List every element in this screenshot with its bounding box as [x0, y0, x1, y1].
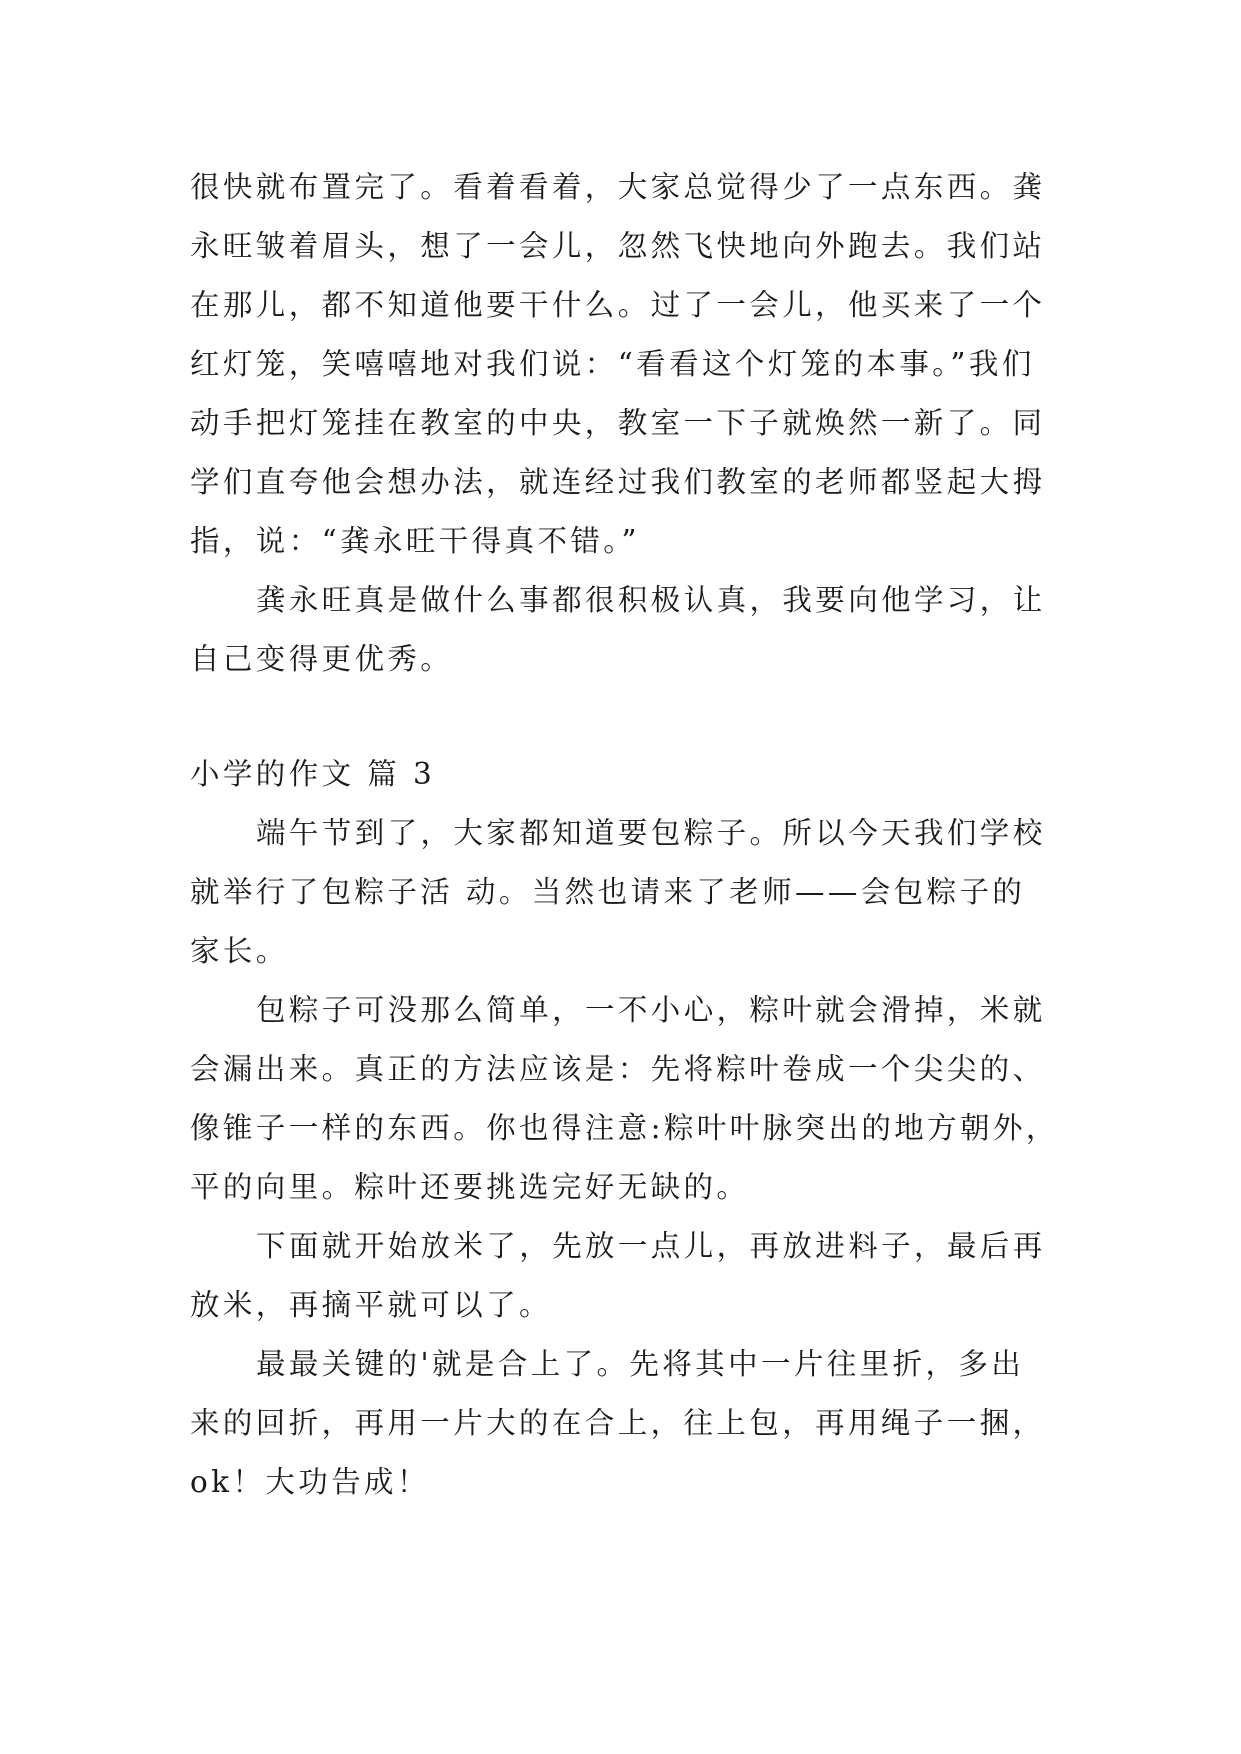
paragraph-line: 来的回折，再用一片大的在合上，往上包，再用绳子一捆，	[190, 1406, 1046, 1440]
paragraph-line: 下面就开始放米了，先放一点儿，再放进料子，最后再	[256, 1229, 1046, 1263]
paragraph-line: 永旺皱着眉头，想了一会儿，忽然飞快地向外跑去。我们站	[190, 229, 1046, 263]
paragraph-line: 像锥子一样的东西。你也得注意:粽叶叶脉突出的地方朝外，	[190, 1111, 1059, 1145]
paragraph-line: 自己变得更优秀。	[190, 642, 454, 676]
section-heading: 小学的作文 篇 3	[190, 757, 436, 791]
paragraph-line: 最最关键的'就是合上了。先将其中一片往里折，多出	[256, 1347, 1025, 1381]
paragraph-line: ok！大功告成！	[190, 1465, 430, 1499]
paragraph-line: 指，说：“龚永旺干得真不错。”	[190, 524, 640, 558]
paragraph-line: 平的向里。粽叶还要挑选完好无缺的。	[190, 1170, 750, 1204]
paragraph-line: 红灯笼，笑嘻嘻地对我们说：“看看这个灯笼的本事。”我们	[190, 347, 1035, 381]
paragraph-line: 在那儿，都不知道他要干什么。过了一会儿，他买来了一个	[190, 288, 1046, 322]
paragraph-line: 家长。	[190, 934, 289, 968]
paragraph-line: 动手把灯笼挂在教室的中央，教室一下子就焕然一新了。同	[190, 406, 1046, 440]
paragraph-line: 学们直夸他会想办法，就连经过我们教室的老师都竖起大拇	[190, 465, 1046, 499]
paragraph-line: 包粽子可没那么简单，一不小心，粽叶就会滑掉，米就	[256, 993, 1046, 1027]
paragraph-line: 很快就布置完了。看着看着，大家总觉得少了一点东西。龚	[190, 170, 1046, 204]
paragraph-line: 就举行了包粽子活 动。当然也请来了老师——会包粽子的	[190, 875, 1026, 909]
paragraph-line: 龚永旺真是做什么事都很积极认真，我要向他学习，让	[256, 583, 1046, 617]
paragraph-line: 会漏出来。真正的方法应该是：先将粽叶卷成一个尖尖的、	[190, 1052, 1046, 1086]
paragraph-line: 放米，再摘平就可以了。	[190, 1288, 552, 1322]
paragraph-line: 端午节到了，大家都知道要包粽子。所以今天我们学校	[256, 816, 1046, 850]
